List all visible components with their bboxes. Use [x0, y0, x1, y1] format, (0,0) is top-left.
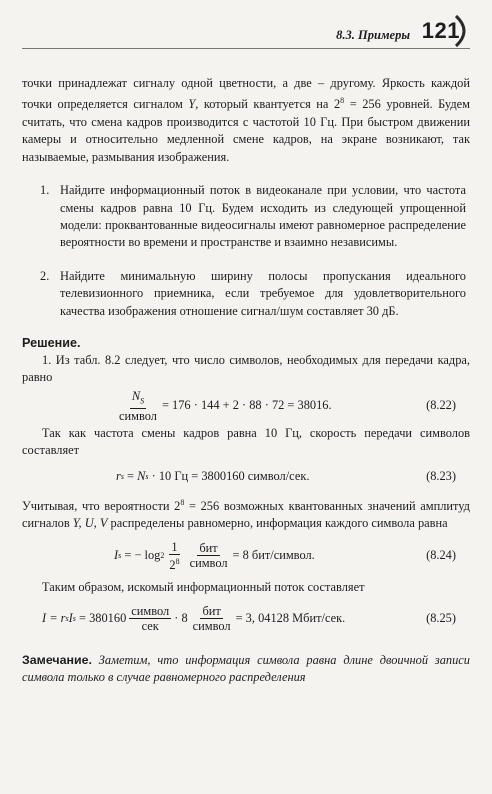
equation-rhs: = 3, 04128 Мбит/сек.: [235, 611, 346, 626]
eq-lhs-sub: s: [118, 551, 122, 561]
remark-paragraph: [22, 652, 470, 687]
frac-num: N: [131, 388, 141, 403]
eq-sub: s: [65, 614, 69, 624]
remark-text: Заметим, что информация символа равна длине двоичной записи символа только в случае равномерного распределения: [22, 652, 470, 685]
frac-den-exp: 8: [175, 556, 180, 566]
fraction: [117, 389, 159, 423]
pow-base: 2: [333, 97, 341, 112]
equation-8-22: [22, 387, 470, 425]
unit-fraction: [188, 541, 230, 570]
intro-text-1: точки принадлежат сигналу одной цветности, а две – другому. Яркость каждой точки определяется сигналом: [22, 76, 470, 112]
solution-paragraph-2: Так как частота смены кадров равна 10 Гц, скорость передачи символов составляет: [22, 425, 470, 458]
remark-title: Замечание.: [22, 652, 92, 667]
frac-den: символ: [189, 556, 228, 571]
problem-item: [22, 182, 470, 252]
eq-lhs: I = r: [42, 611, 66, 626]
unit-fraction: [191, 604, 233, 633]
frac-num: бит: [202, 604, 221, 619]
problem-text: Найдите минимальную ширину полосы пропускания идеального телевизионного приемника, если требуемое для удовлетворительного качества изображения отношение сигнал/шум составляет 30 дБ.: [60, 268, 466, 318]
equation-8-24: [22, 533, 470, 579]
eq-lhs: I: [114, 548, 119, 563]
frac-den: символ: [119, 409, 157, 424]
frac-num-sub: S: [140, 396, 145, 406]
frac-num: бит: [199, 541, 218, 556]
equation-rhs: · 10 Гц = 3800160 символ/сек.: [148, 469, 310, 484]
eq-log: = − log: [121, 548, 161, 563]
solution-paragraph-3: [22, 494, 470, 533]
eq-log-base: 2: [160, 551, 165, 561]
frac-den: 2: [169, 557, 176, 572]
eq-lhs: r: [116, 469, 121, 484]
intro-text-2: , который квантуется на: [195, 97, 334, 112]
eq-n: N: [137, 469, 146, 484]
frac-den: сек: [141, 619, 159, 634]
equation-8-25: [22, 596, 470, 642]
header-ornament: [452, 14, 476, 48]
equation-rhs: = 176 · 144 + 2 · 88 · 72 = 38016.: [161, 398, 332, 413]
fraction: [167, 540, 181, 572]
problem-list: [22, 182, 470, 320]
page-number: 121: [421, 18, 460, 43]
eq-lhs-2: I: [68, 611, 73, 626]
section-title: 8.3. Примеры: [336, 28, 410, 42]
problem-item: [22, 268, 470, 320]
problem-number: 2.: [40, 268, 50, 283]
equation-number: (8.25): [426, 611, 456, 626]
intro-text-3: = 256 уровней. Будем считать, что смена кадров производится с частотой 10 Гц. При быстром движении камеры и относительно медленной смене кадров, на экране возникают, так называемые, размывания изображения.: [22, 97, 470, 164]
p3-text-c: распределены равномерно, информация каждого символа равна: [107, 516, 448, 531]
equation-number: (8.24): [426, 548, 456, 563]
eq-lhs-sub: s: [120, 472, 124, 482]
p3-exp: 8: [180, 497, 185, 507]
book-page: [22, 14, 470, 687]
frac-num: символ: [131, 604, 170, 619]
p3-text-a: Учитывая, что вероятности 2: [22, 498, 181, 513]
eq-mid: =: [123, 469, 138, 484]
eq-multiplier: · 8: [174, 611, 188, 626]
equation-8-23: [22, 460, 470, 494]
equation-number: (8.22): [426, 398, 456, 413]
pow-exp: 8: [340, 96, 345, 106]
solution-paragraph-1: 1. Из табл. 8.2 следует, что число символов, необходимых для передачи кадра, равно: [22, 353, 470, 385]
p3-vars: Y, U, V: [72, 516, 108, 531]
solution-paragraph-4: Таким образом, искомый информационный поток составляет: [42, 579, 365, 594]
frac-den: символ: [192, 619, 231, 634]
problem-number: 1.: [40, 183, 50, 198]
frac-num: 1: [171, 539, 178, 554]
var-y: Y: [188, 97, 196, 112]
p3-text-b: = 256 возможных квантованных значений амплитуд сигналов: [22, 498, 470, 531]
equation-number: (8.23): [426, 469, 456, 484]
page-header: [22, 14, 470, 49]
solution-heading: Решение.: [22, 336, 81, 350]
intro-paragraph: [22, 75, 470, 166]
eq-value: = 380160: [75, 611, 127, 626]
problem-text: Найдите информационный поток в видеоканале при условии, что частота смены кадров равна 10 Гц. Будем исходить из следующей упрощенной модели: проквантованные видеосигналы имеют равномерное распределение вероятности во времени и пространстве и взаимно независимы.: [60, 183, 466, 250]
eq-sub: s: [72, 614, 76, 624]
eq-n-sub: s: [145, 472, 149, 482]
equation-rhs: = 8 бит/символ.: [232, 548, 315, 563]
unit-fraction: [129, 604, 171, 633]
